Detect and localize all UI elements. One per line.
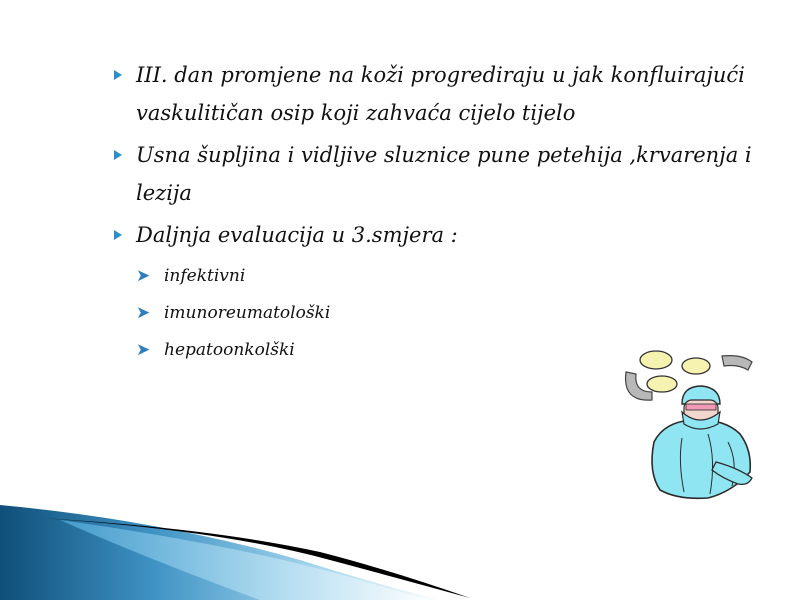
bullet-list [112, 56, 772, 369]
bullet-item [112, 136, 772, 212]
triangle-bullet-icon [114, 230, 122, 240]
bullet-text: Usna šupljina i vidljive sluznice pune petehija ,krvarenja i lezija [136, 143, 752, 205]
subbullet-item [136, 258, 772, 295]
triangle-bullet-icon [114, 70, 122, 80]
subbullet-text: imunoreumatološki [164, 303, 331, 323]
subbullet-text: hepatoonkolški [164, 340, 295, 360]
subbullet-item [136, 295, 772, 332]
arrow-bullet-icon: ➤ [136, 303, 151, 323]
bullet-item [112, 56, 772, 132]
bullet-text: III. dan promjene na koži progrediraju u jak konfluirajući vaskulitičan osip koji zahvaća cijelo tijelo [136, 63, 745, 125]
arrow-bullet-icon: ➤ [136, 340, 151, 360]
triangle-bullet-icon [114, 150, 122, 160]
arrow-bullet-icon: ➤ [136, 266, 151, 286]
bullet-item [112, 216, 772, 254]
bullet-text: Daljnja evaluacija u 3.smjera : [136, 223, 458, 247]
subbullet-text: infektivni [164, 266, 246, 286]
surgeon-clipart-icon [612, 342, 762, 512]
